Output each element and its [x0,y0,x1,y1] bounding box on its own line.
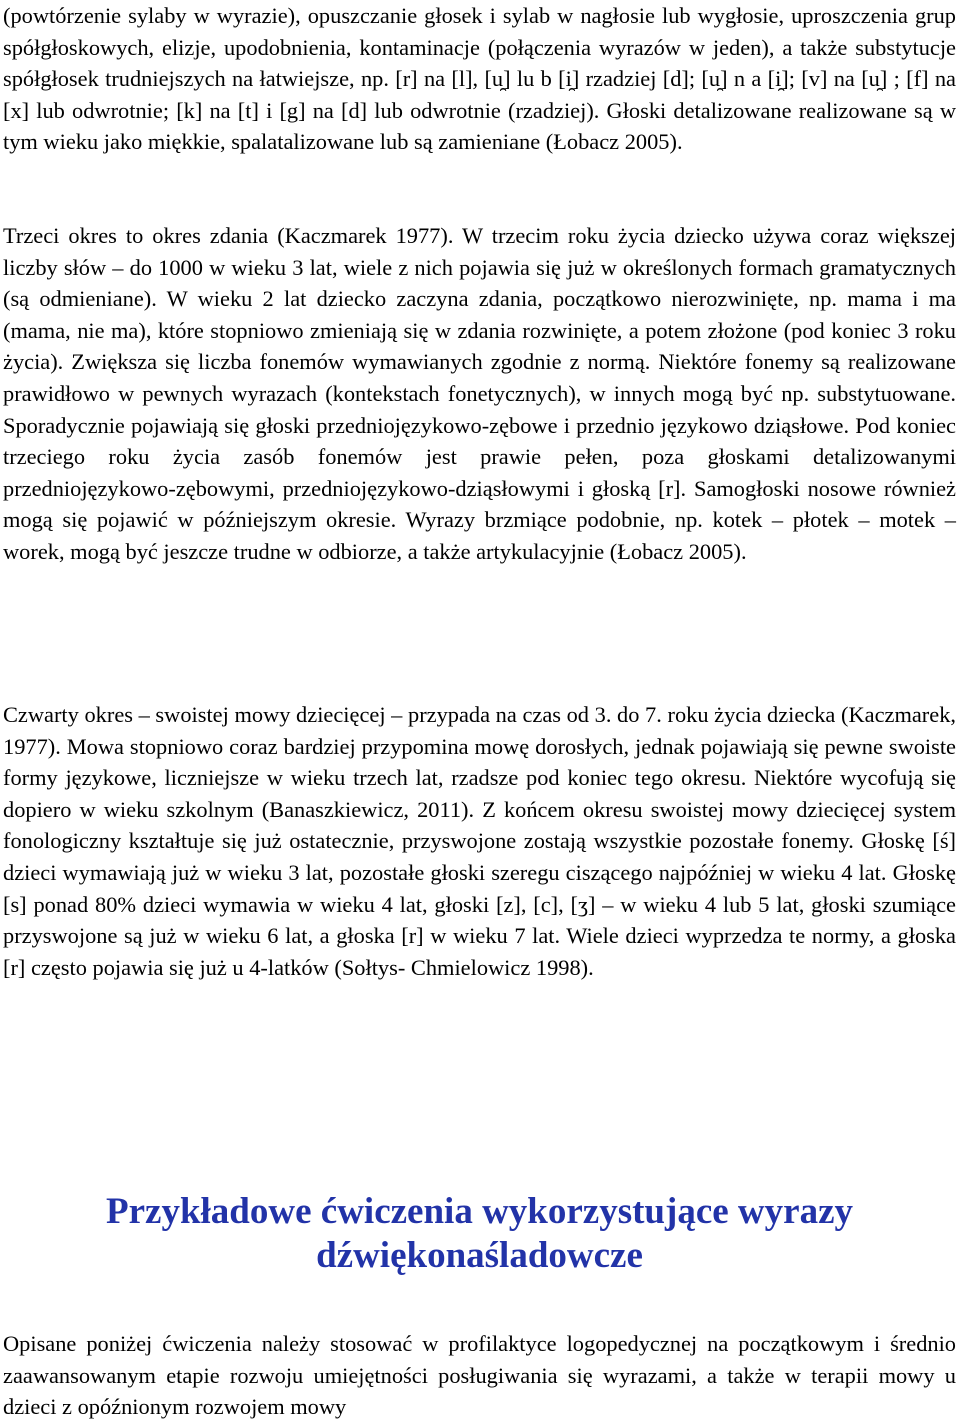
paragraph-1: (powtórzenie sylaby w wyrazie), opuszczanie głosek i sylab w nagłosie lub wygłosie, uproszczenia grup spółgłoskowych, elizje, upodobnienia, kontaminacje (połączenia wyrazów w jeden), a także substytucje spółgłosek trudniejszych na łatwiejsze, np. [r] na [l], [u̯] lu b [i̯] rzadziej [d]; [u̯] n a [i̯]; [v] na [u̯] ; [f] na [x] lub odwrotnie; [k] na [t] i [g] na [d] lub odwrotnie (rzadziej). Głoski detalizowane realizowane są w tym wieku jako miękkie, spalatalizowane lub są zamieniane (Łobacz 2005). [3,3,956,155]
section-heading: Przykładowe ćwiczenia wykorzystujące wyrazy dźwiękonaśladowcze [106,1191,853,1276]
paragraph-3: Czwarty okres – swoistej mowy dziecięcej – przypada na czas od 3. do 7. roku życia dziecka (Kaczmarek, 1977). Mowa stopniowo coraz bardziej przypomina mowę dorosłych, jednak pojawiają się pewne swoiste formy językowe, liczniejsze w wieku trzech lat, rzadsze pod koniec tego okresu. Niektóre wycofują się dopiero w wieku szkolnym (Banaszkiewicz, 2011). Z końcem okresu swoistej mowy dziecięcej system fonologiczny kształtuje się już ostatecznie, przyswojone zostają wszystkie pozostałe fonemy. Głoskę [ś] dzieci wymawiają już w wieku 3 lat, pozostałe głoski szeregu ciszącego najpóźniej w wieku 4 lat. Głoskę [s] ponad 80% dzieci wymawia w wieku 4 lat, głoski [z], [c], [ʒ] – w wieku 4 lub 5 lat, głoski szumiące przyswojone są już w wieku 6 lat, a głoska [r] w wieku 7 lat. Wiele dzieci wyprzedza te normy, a głoska [r] często pojawia się już u 4-latków (Sołtys- Chmielowicz 1998). [3,702,956,980]
paragraph-2: Trzeci okres to okres zdania (Kaczmarek 1977). W trzecim roku życia dziecko używa coraz większej liczby słów – do 1000 w wieku 3 lat, wiele z nich pojawia się już w określonych formach gramatycznych (są odmieniane). W wieku 2 lat dziecko zaczyna zdania, początkowo nierozwinięte, np. mama i ma (mama, nie ma), które stopniowo zmieniają się w zdania rozwinięte, a potem złożone (pod koniec 3 roku życia). Zwiększa się liczba fonemów wymawianych zgodnie z normą. Niektóre fonemy są realizowane prawidłowo w pewnych wyrazach (kontekstach fonetycznych), w innych mogą być np. substytuowane. Sporadycznie pojawiają się głoski przedniojęzykowo-zębowe i przednio językowo dziąsłowe. Pod koniec trzeciego roku życia zasób fonemów jest prawie pełen, poza głoskami detalizowanymi przedniojęzykowo-zębowymi, przedniojęzykowo-dziąsłowymi i głoską [r]. Samogłoski nosowe również mogą się pojawić w późniejszym okresie. Wyrazy brzmiące podobnie, np. kotek – płotek – motek – worek, mogą być jeszcze trudne w odbiorze, a także artykulacyjnie (Łobacz 2005). [3,223,956,564]
paragraph-4: Opisane poniżej ćwiczenia należy stosować w profilaktyce logopedycznej na początkowym i średnio zaawansowanym etapie rozwoju umiejętności posługiwania się wyrazami, a także w terapii mowy u dzieci z opóźnionym rozwojem mowy [3,1331,956,1420]
